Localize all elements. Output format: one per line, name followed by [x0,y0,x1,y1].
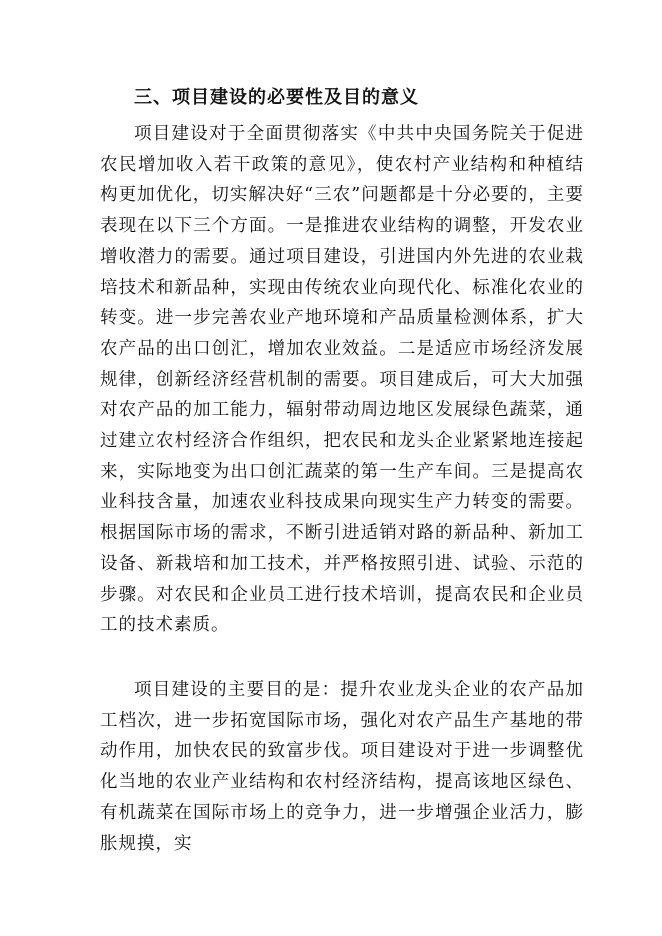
body-paragraph: 项目建设的主要目的是：提升农业龙头企业的农产品加工档次，进一步拓宽国际市场，强化对农产品生产基地的带动作用，加快农民的致富步伐。项目建设对于进一步调整优化当地的农业产业结构和农村经济结构，提高该地区绿色、有机蔬菜在国际市场上的竞争力，进一步增强企业活力，膨胀规摸，实 [100,680,584,854]
body-paragraph: 项目建设对于全面贯彻落实《中共中央国务院关于促进农民增加收入若干政策的意见》，使农村产业结构和种植结构更加优化，切实解决好“三农”问题都是十分必要的，主要表现在以下三个方面。一是推进农业结构的调整，开发农业增收潜力的需要。通过项目建设，引进国内外先进的农业栽培技术和新品种，实现由传统农业向现代化、标准化农业的转变。进一步完善农业产地环境和产品质量检测体系，扩大农产品的出口创汇，增加农业效益。二是适应市场经济发展规律，创新经济经营机制的需要。项目建成后，可大大加强对农产品的加工能力，辐射带动周边地区发展绿色蔬菜，通过建立农村经济合作组织，把农民和龙头企业紧紧地连接起来，实际地变为出口创汇蔬菜的第一生产车间。三是提高农业科技含量，加速农业科技成果向现实生产力转变的需要。根据国际市场的需求，不断引进适销对路的新品种、新加工设备、新栽培和加工技术，并严格按照引进、试验、示范的步骤。对农民和企业员工进行技术培训，提高农民和企业员工的技术素质。 [100,124,584,636]
section-heading: 三、项目建设的必要性及目的意义 [134,87,419,108]
